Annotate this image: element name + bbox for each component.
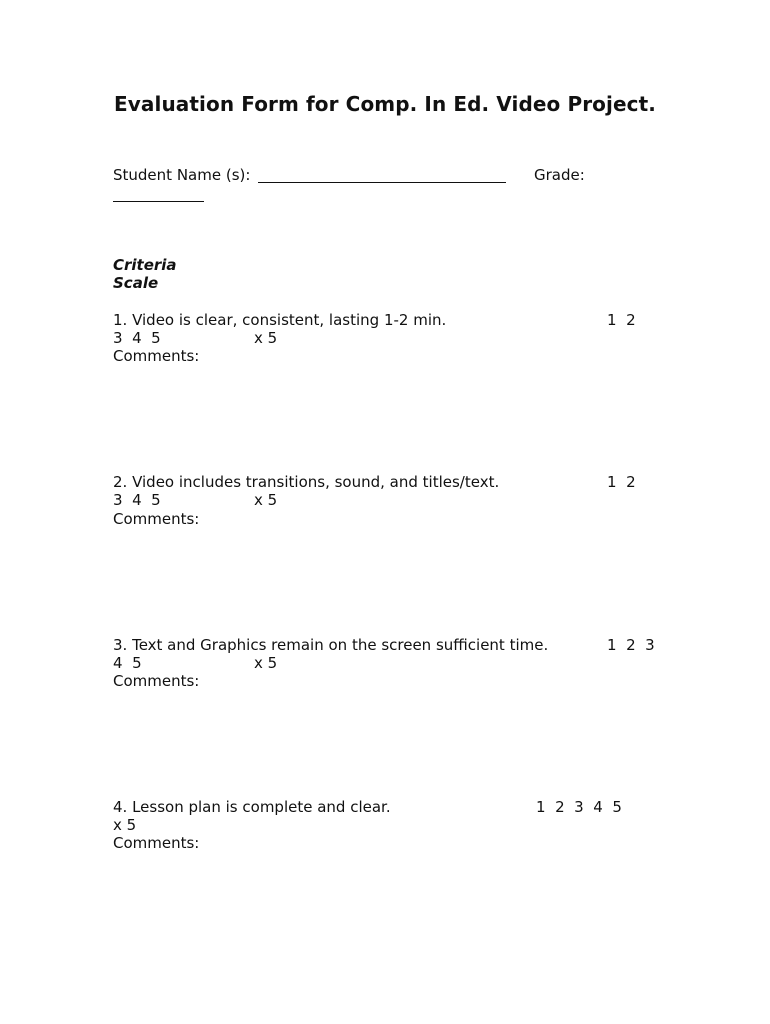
criterion-1-comments-label: Comments:: [113, 347, 200, 365]
criterion-3-scale-end: 4 5: [113, 654, 142, 672]
criterion-1-multiplier: x 5: [254, 329, 278, 347]
criterion-2-comments-label: Comments:: [113, 510, 200, 528]
criterion-1-scale-end: 3 4 5: [113, 329, 161, 347]
criterion-1-scale-start: 1 2: [607, 311, 636, 329]
criterion-3-text: 3. Text and Graphics remain on the screen sufficient time.: [113, 636, 549, 654]
student-name-label: Student Name (s):: [113, 166, 251, 184]
criterion-2-scale-end: 3 4 5: [113, 491, 161, 509]
scale-heading: Scale: [113, 274, 159, 292]
student-name-blank: [258, 168, 506, 183]
criteria-heading: Criteria: [113, 256, 177, 274]
criterion-2-text: 2. Video includes transitions, sound, and titles/text.: [113, 473, 500, 491]
criterion-4-multiplier: x 5: [113, 816, 137, 834]
criterion-4-comments-label: Comments:: [113, 834, 200, 852]
criterion-3-comments-label: Comments:: [113, 672, 200, 690]
criterion-2-scale-start: 1 2: [607, 473, 636, 491]
criterion-3-scale-start: 1 2 3: [607, 636, 655, 654]
form-title: Evaluation Form for Comp. In Ed. Video Project.: [114, 92, 656, 116]
grade-blank: [113, 187, 204, 202]
criterion-4-text: 4. Lesson plan is complete and clear.: [113, 798, 391, 816]
criterion-1-text: 1. Video is clear, consistent, lasting 1-2 min.: [113, 311, 447, 329]
criterion-2-multiplier: x 5: [254, 491, 278, 509]
criterion-4-scale: 1 2 3 4 5: [536, 798, 622, 816]
grade-label: Grade:: [534, 166, 585, 184]
criterion-3-multiplier: x 5: [254, 654, 278, 672]
